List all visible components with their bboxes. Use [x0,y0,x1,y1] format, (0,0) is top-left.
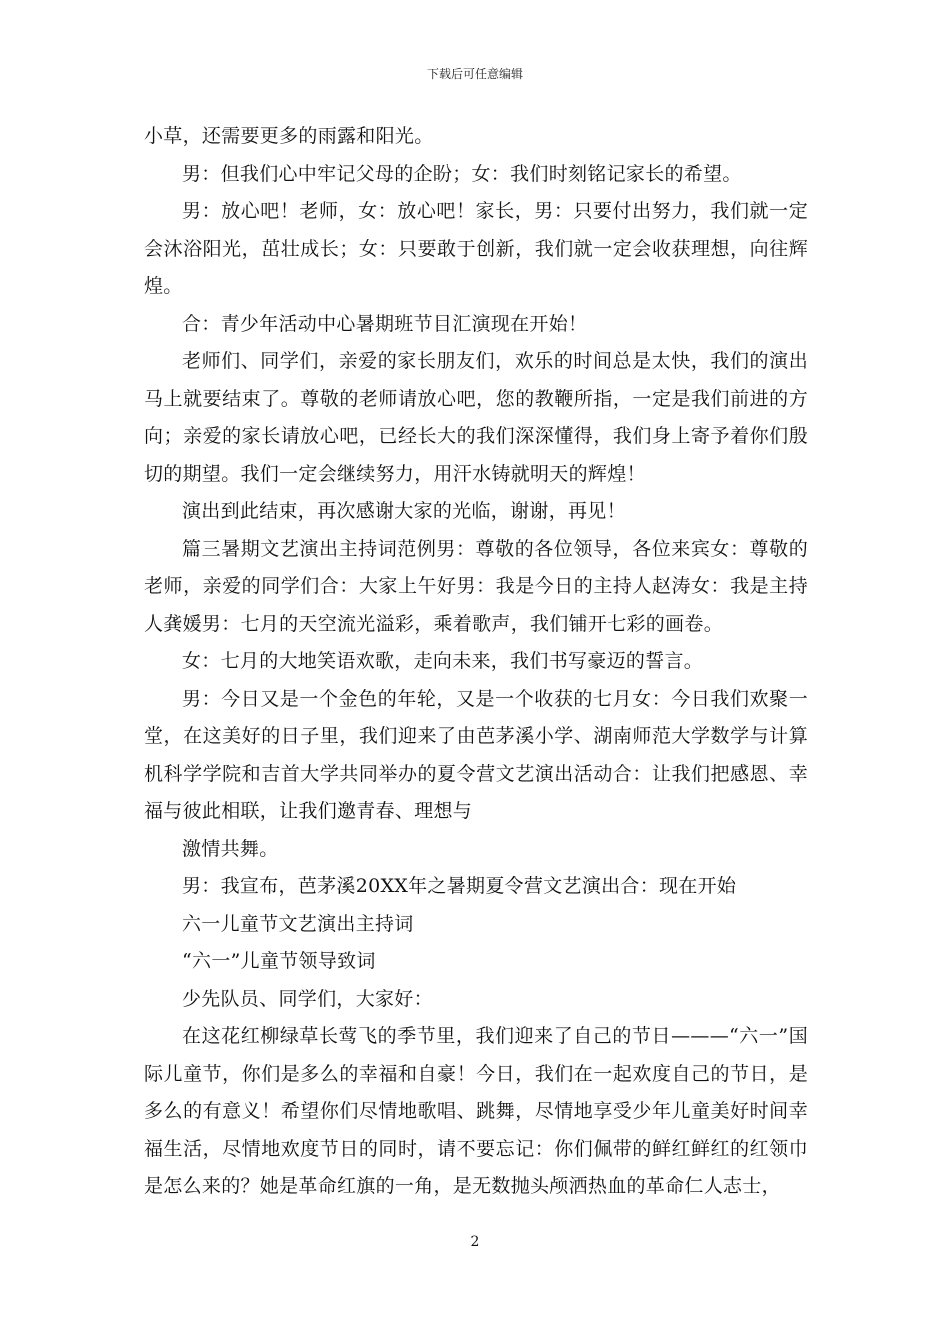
paragraph: 男：放心吧！老师，女：放心吧！家长，男：只要付出努力，我们就一定会沐浴阳光，茁壮成长；女：只要敢于创新，我们就一定会收获理想，向往辉煌。 [144,200,808,297]
paragraph: “六一”儿童节领导致词 [182,950,376,972]
paragraph: 演出到此结束，再次感谢大家的光临，谢谢，再见！ [182,500,626,522]
page-header: 下载后可任意编辑 [426,67,523,81]
paragraph: 老师们、同学们，亲爱的家长朋友们，欢乐的时间总是太快，我们的演出马上就要结束了。尊敬的老师请放心吧，您的教鞭所指，一定是我们前进的方向；亲爱的家长请放心吧，已经长大的我们深深懂得，我们身上寄予着你们殷切的期望。我们一定会继续努力，用汗水铸就明天的辉煌！ [144,350,808,485]
paragraph: 小草，还需要更多的雨露和阳光。 [144,125,434,147]
paragraph: 男：但我们心中牢记父母的企盼；女：我们时刻铭记家长的希望。 [182,162,742,185]
page-number: 2 [470,1234,480,1250]
paragraph: 女：七月的大地笑语欢歌，走向未来，我们书写豪迈的誓言。 [182,650,704,672]
paragraph: 篇三暑期文艺演出主持词范例男：尊敬的各位领导，各位来宾女：尊敬的老师，亲爱的同学们合：大家上午好男：我是今日的主持人赵涛女：我是主持人龚媛男：七月的天空流光溢彩，乘着歌声，我们铺开七彩的画卷。 [144,537,808,635]
paragraph: 男：今日又是一个金色的年轮，又是一个收获的七月女：今日我们欢聚一堂，在这美好的日子里，我们迎来了由芭茅溪小学、湖南师范大学数学与计算机科学学院和吉首大学共同举办的夏令营文艺演出活动合：让我们把感恩、幸福与彼此相联，让我们邀青春、理想与 [144,687,808,822]
document-body [144,118,808,1206]
paragraph: 六一儿童节文艺演出主持词 [182,912,414,935]
paragraph: 激情共舞。 [182,837,279,860]
paragraph: 男：我宣布，芭茅溪20XX年之暑期夏令营文艺演出合：现在开始 [182,875,737,897]
paragraph: 在这花红柳绿草长莺飞的季节里，我们迎来了自己的节日———“六一”国际儿童节，你们是多么的幸福和自豪！今日，我们在一起欢度自己的节日，是多么的有意义！希望你们尽情地歌唱、跳舞，尽情地享受少年儿童美好时间幸福生活，尽情地欢度节日的同时，请不要忘记：你们佩带的鲜红鲜红的红领巾是怎么来的？她是革命红旗的一角，是无数抛头颅洒热血的革命仁人志士， [144,1025,808,1197]
paragraph: 合：青少年活动中心暑期班节目汇演现在开始！ [182,312,588,335]
paragraph: 少先队员、同学们，大家好： [182,987,433,1010]
